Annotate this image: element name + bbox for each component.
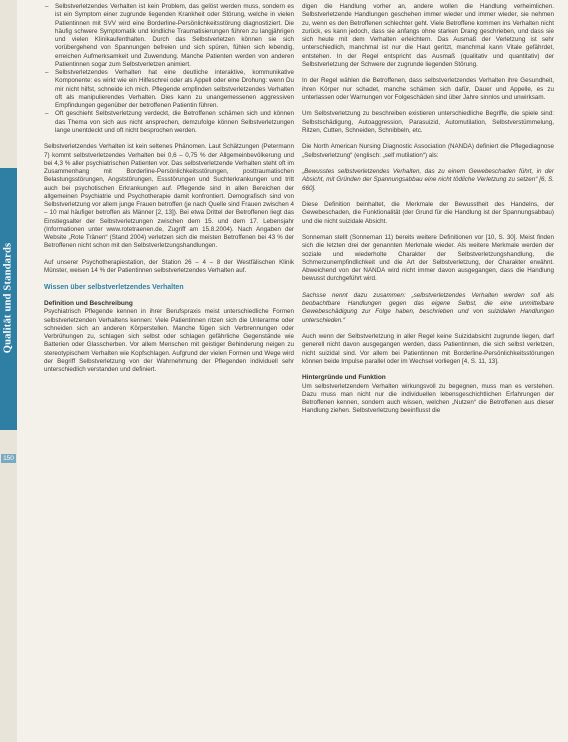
right-column — [302, 3, 554, 424]
paragraph: Psychiatrisch Pflegende kennen in ihrer Berufspraxis meist unterschiedliche Formen selbstverletzenden Verhaltens kennen: Viele Patientinnen ritzen sich die Unterarme oder schneiden sich an anderen Körperstellen. Manche fügen sich Verbrennungen oder Verbrühungen zu, schlagen sich selbst oder schlagen gefährliche Gegenstände wie Batterien oder Glasscherben. Vor allem Menschen mit geistiger Behinderung neigen zu stereotypischem Verhalten wie Kopfschlagen. Aufgrund der vielen Formen und Wege wird der Begriff Selbstverletzung von der Wahrnehmung der Pflegenden individuell sehr unterschiedlich verstanden und definiert. — [44, 308, 294, 373]
paragraph: Um Selbstverletzung zu beschreiben existieren unterschiedliche Begriffe, die spiele sind: Selbstschädigung, Autoaggression, Parasuizid, Automutilation, Selbstverstümmelung, Ritzen, Cutten, Schneiden, Schnibbeln, etc. — [302, 110, 554, 134]
paragraph: Selbstverletzendes Verhalten ist kein seltenes Phänomen. Laut Schätzungen (Petermann 7) kommt selbstverletzendes Verhalten bei 0,6 – 0,75 % der Allgemeinbevölkerung und bei 4,3 % aller psychiatrischen Patienten vor. Das selbstverletzende Verhalten steht oft im Zusammenhang mit Borderline-Persönlichkeitsstörungen, posttraumatischen Belastungsstörungen, Angststörungen, Essstörungen und Suchterkrankungen und tritt auch bei psychotischen Erkrankungen auf. Pflegende sind in allen Bereichen der allgemeinen Psychiatrie und Psychotherapie damit konfrontiert. Demografisch sind von Selbstverletzung vor allem junge Frauen betroffen (je nach Quelle sind Frauen zwischen 4 – 10 mal häufiger betroffen als Männer [2, 13]). Bei etwa Drittel der Betroffenen liegt das Einstiegsalter der Selbstverletzungen zwischen dem 15. und dem 17. Lebensjahr (Informationen unter www.rotetraenen.de, Zugriff am 15.8.2004). Nach Angaben der Website „Rote Tränen“ (Stand 2004) verletzen sich die meisten Betroffenen bei 43 % der Betroffenen nicht schon mit den Selbstverletzungshandlungen. — [44, 143, 294, 250]
subheading: Hintergründe und Funktion — [302, 374, 386, 382]
list-item: – Selbstverletzendes Verhalten hat eine deutliche interaktive, kommunikative Komponente: es wirkt wie ein Hilfeschrei oder als Appell oder eine Drohung: wenn Du mir nicht hilfst, schneide ich mich. Pflegende empfinden selbstverletzendes Verhalten oft als manipulierendes Verhalten. Dies kann zu unangemessenen aggressiven Empfindungen gegenüber der betroffenen Patientin führen. — [44, 69, 294, 110]
list-item: – Oft geschieht Selbstverletzung verdeckt, die Betroffenen schämen sich und können das Thema von sich aus nicht ansprechen, demzufolge können Selbstverletzungen lange unentdeckt und oft nicht besprochen werden. — [44, 110, 294, 135]
paragraph: Diese Definition beinhaltet, die Merkmale der Bewusstheit des Handelns, der Gewebeschaden, die Funktionalität (der Grund für die Handlung ist der Spannungsabbau) und die nicht suizidale Absicht. — [302, 201, 554, 225]
paragraph: Sonneman stellt (Sonneman 11) bereits weitere Definitionen vor [10, S. 30]. Meist finden sich die letzten drei der genannten Merkmale wieder. Als weitere Merkmale werden der soziale und wiederholte Charakter der Selbstverletzungshandlung, die Schmerzunempfindlichkeit und die Art der Selbstverletzung, der Charakter erwähnt. Abweichend von der NANDA wird nicht immer davon ausgegangen, dass die Handlung bewusst durchgeführt wird. — [302, 234, 554, 283]
paragraph: Auch wenn der Selbstverletzung in aller Regel keine Suizidabsicht zugrunde liegen, darf generell nicht davon ausgegangen werden, dass Patientinnen, die sich selbst verletzen, nicht suizidal sind. Vor allem bei Patientinnen mit Borderline-Persönlichkeitsstörungen können beide Impulse parallel oder im Wechsel vorliegen [4, S. 11, 13]. — [302, 333, 554, 365]
paragraph: Um selbstverletzendem Verhalten wirkungsvoll zu begegnen, muss man es verstehen. Dazu muss man nicht nur die individuellen lebensgeschichtlichen Erfahrungen der Betroffenen kennen, sondern auch wissen, welchen „Nutzen“ die Betroffenen aus dieser Handlung ziehen. Selbstverletzung beeinflusst die — [302, 382, 554, 415]
paragraph: Auf unserer Psychotherapiestation, der Station 26 – 4 – 8 der Westfälischen Klinik Münster, weisen 14 % der Patientinnen selbstverletzendes Verhalten auf. — [44, 258, 294, 274]
page-number: 150 — [1, 454, 16, 463]
bullet-list — [44, 3, 294, 135]
sachsse-quote: Sachsse nennt dazu zusammen: „selbstverletzendes Verhalten werden soll als beobachtbare Handlungen gegen das eigene Selbst, die eine unmittelbare Gewebeschädigung zur Folge haben, beschrieben und von suizidalen Handlungen unterschieden.“ — [302, 291, 554, 324]
paragraph: In der Regel wählen die Betroffenen, dass selbstverletzendes Verhalten ihre Gesundheit, ihren Körper nur schadet, manche schämen sich dafür, Dauer und Appelle, es zu unterlassen oder Warnungen vor Folgeschäden sind über Jahre sinnlos und unwirksam. — [302, 77, 554, 101]
list-item: – Selbstverletzendes Verhalten ist kein Problem, das gelöst werden muss, sondern es ist ein Symptom einer zugrunde liegenden Krankheit oder Störung, welche in vielen Patientinnen mit SVV wird eine Borderline-Persönlichkeitsstörung diagnostiziert. Die häufig schwere Symptomatik und kindliche Traumatisierungen führen zu langjährigen und vielen Klinikaufenthalten. Durch das Selbstverletzen können sie sich vorübergehend von Spannungen befreien und sich spüren, fühlen sich lebendig, erreichen Aufmerksamkeit und Zuwendung. Manche Patienten werden von anderen Patientinnen sogar zum Selbstverletzen animiert. — [44, 3, 294, 69]
paragraph: Die North American Nursing Diagnostic Association (NANDA) definiert die Pflegediagnose „Selbstverletzung“ (englisch: „self mutilation“) als: — [302, 143, 554, 159]
definition-quote: „Bewusstes selbstverletzendes Verhalten, das zu einem Gewebeschaden führt, in der Absicht, mit Gründen der Spannungsabbau eine nicht tödliche Verletzung zu setzen“ [6, S. 660]. — [302, 168, 554, 192]
sidebar — [0, 0, 17, 742]
subheading: Definition und Beschreibung — [44, 300, 133, 307]
paragraph: digen die Handlung vorher an, andere wollen die Handlung verheimlichen. Selbstverletzende Handlungen geschehen immer wieder und immer wieder, sie nehmen zu, wenn es den Betroffenen schlechter geht. Viele Betroffene kommen ins Verhalten nicht zurück, es kann jedoch, dass sie anfangs ohne starken Drang geschrieben, und dass sie sich heute mit dem Verhalten erleichtern. Das Ausmaß der Verletzung ist sehr unterschiedlich, manchmal ist nur die Haut geritzt, manchmal kann Vitale gefährdet, entstehen. In der Regel entspricht das Ausmaß (qualitativ und quantitativ) der Selbstverletzung der Schwere der zugrunde liegenden Störung. — [302, 3, 554, 68]
section-title: Qualität und Standards — [2, 242, 14, 354]
left-column — [44, 3, 294, 383]
section-heading: Wissen über selbstverletzendes Verhalten — [44, 283, 184, 291]
